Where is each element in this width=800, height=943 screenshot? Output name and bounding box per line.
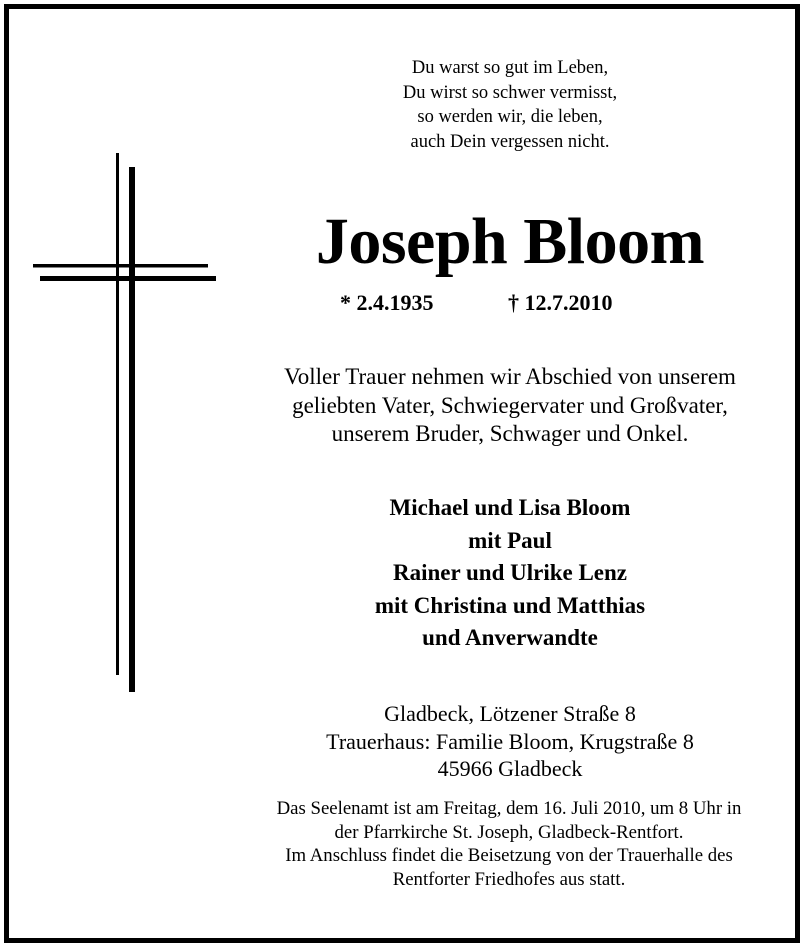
service-line: Das Seelenamt ist am Freitag, dem 16. Juli 2010, um 8 Uhr in [276, 798, 742, 819]
mourner-line: Rainer und Ulrike Lenz [392, 560, 628, 585]
announcement-line: geliebten Vater, Schwiegervater und Großvater, [292, 392, 728, 418]
announcement-line: Voller Trauer nehmen wir Abschied von unserem [284, 364, 736, 389]
service-line: Rentforter Friedhofes aus statt. [392, 868, 626, 890]
announcement-text [240, 363, 780, 449]
service-line: Im Anschluss findet die Beisetzung von der Trauerhalle des [285, 845, 733, 866]
address-line: Trauerhaus: Familie Bloom, Krugstraße 8 [326, 728, 694, 754]
death-date: † 12.7.2010 [508, 290, 613, 315]
address-line: 45966 Gladbeck [437, 756, 583, 781]
mourner-line: Michael und Lisa Bloom [389, 495, 631, 520]
mourner-line: und Anverwandte [422, 625, 598, 650]
birth-date: * 2.4.1935 [340, 290, 434, 315]
mourners-list [240, 492, 780, 655]
address-line: Gladbeck, Lötzener Straße 8 [384, 701, 636, 726]
mourner-line: mit Paul [468, 527, 552, 553]
address-block [240, 700, 780, 783]
verse-line: Du warst so gut im Leben, [411, 58, 609, 78]
announcement-line: unserem Bruder, Schwager und Onkel. [331, 421, 689, 446]
verse-line: so werden wir, die leben, [417, 107, 603, 127]
verse-line: Du wirst so schwer vermisst, [402, 82, 618, 103]
memorial-verse [360, 56, 660, 154]
service-line: der Pfarrkirche St. Joseph, Gladbeck-Rentfort. [334, 821, 684, 843]
mourner-line: mit Christina und Matthias [374, 592, 646, 618]
deceased-name: Joseph Bloom [315, 205, 705, 278]
verse-line: auch Dein vergessen nicht. [410, 131, 610, 152]
service-details [214, 797, 800, 891]
